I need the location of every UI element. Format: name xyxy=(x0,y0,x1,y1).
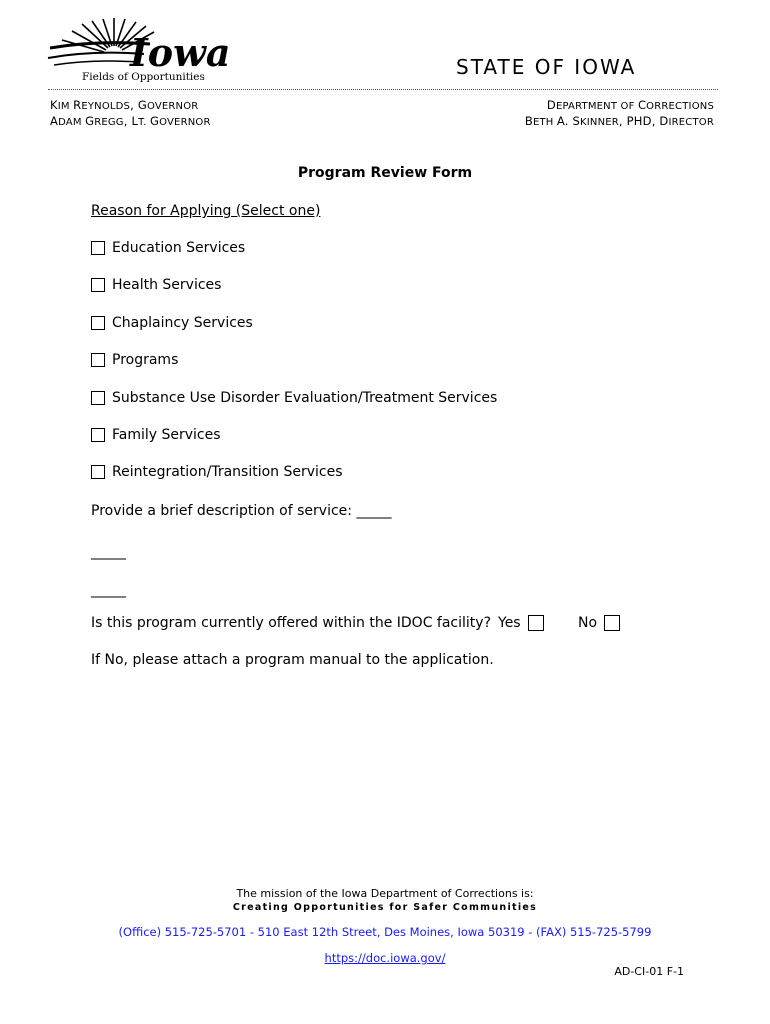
checkbox[interactable] xyxy=(91,428,105,442)
checkbox[interactable] xyxy=(91,278,105,292)
logo-tagline: Fields of Opportunities xyxy=(82,71,205,83)
logo-wordmark: Iowa xyxy=(130,30,231,75)
governor-line: KIM REYNOLDS, GOVERNOR xyxy=(50,98,199,112)
option-label: Programs xyxy=(112,352,179,368)
option-label: Substance Use Disorder Evaluation/Treatment Services xyxy=(112,390,498,406)
lt-governor-line: ADAM GREGG, LT. GOVERNOR xyxy=(50,114,211,128)
yes-option[interactable] xyxy=(498,615,544,631)
checkbox[interactable] xyxy=(91,316,105,330)
yes-label: Yes xyxy=(498,615,521,631)
description-field[interactable]: Provide a brief description of service: _____ xyxy=(91,503,392,519)
option-programs[interactable] xyxy=(91,352,178,368)
no-label: No xyxy=(578,615,598,631)
option-label: Education Services xyxy=(112,240,246,256)
state-title: STATE OF IOWA xyxy=(456,55,637,79)
director-line: BETH A. SKINNER, PHD, DIRECTOR xyxy=(524,114,714,128)
option-education[interactable] xyxy=(91,240,245,256)
no-option[interactable] xyxy=(578,615,620,631)
description-blank-line[interactable]: _____ xyxy=(91,582,126,598)
reason-heading: Reason for Applying (Select one) xyxy=(91,203,321,219)
option-health[interactable] xyxy=(91,277,221,293)
option-label: Family Services xyxy=(112,427,221,443)
option-reintegration[interactable] xyxy=(91,464,343,480)
checkbox[interactable] xyxy=(91,353,105,367)
mission-tagline: Creating Opportunities for Safer Communities xyxy=(232,902,538,913)
option-substance-use[interactable] xyxy=(91,390,497,406)
option-family[interactable] xyxy=(91,427,221,443)
option-label: Reintegration/Transition Services xyxy=(112,464,343,480)
form-title: Program Review Form xyxy=(297,165,473,181)
governor-block xyxy=(50,98,211,130)
attach-note: If No, please attach a program manual to the application. xyxy=(91,652,494,668)
checkbox[interactable] xyxy=(91,465,105,479)
form-code: AD-CI-01 F-1 xyxy=(614,965,684,978)
option-label: Chaplaincy Services xyxy=(112,315,253,331)
iowa-logo xyxy=(48,18,231,90)
offered-question: Is this program currently offered within the IDOC facility? xyxy=(91,615,492,631)
yes-checkbox[interactable] xyxy=(528,615,544,631)
header-divider xyxy=(48,89,718,90)
checkbox[interactable] xyxy=(91,391,105,405)
department-block xyxy=(525,98,714,130)
option-chaplaincy[interactable] xyxy=(91,315,253,331)
checkbox[interactable] xyxy=(91,241,105,255)
contact-info: (Office) 515-725-5701 - 510 East 12th Street, Des Moines, Iowa 50319 - (FAX) 515-725-5799 xyxy=(118,925,652,939)
no-checkbox[interactable] xyxy=(604,615,620,631)
mission-statement: The mission of the Iowa Department of Corrections is: xyxy=(236,887,534,900)
website-link[interactable]: https://doc.iowa.gov/ xyxy=(324,951,446,965)
option-label: Health Services xyxy=(112,277,222,293)
description-blank-line[interactable]: _____ xyxy=(91,544,126,560)
department-line: DEPARTMENT OF CORRECTIONS xyxy=(546,98,714,112)
